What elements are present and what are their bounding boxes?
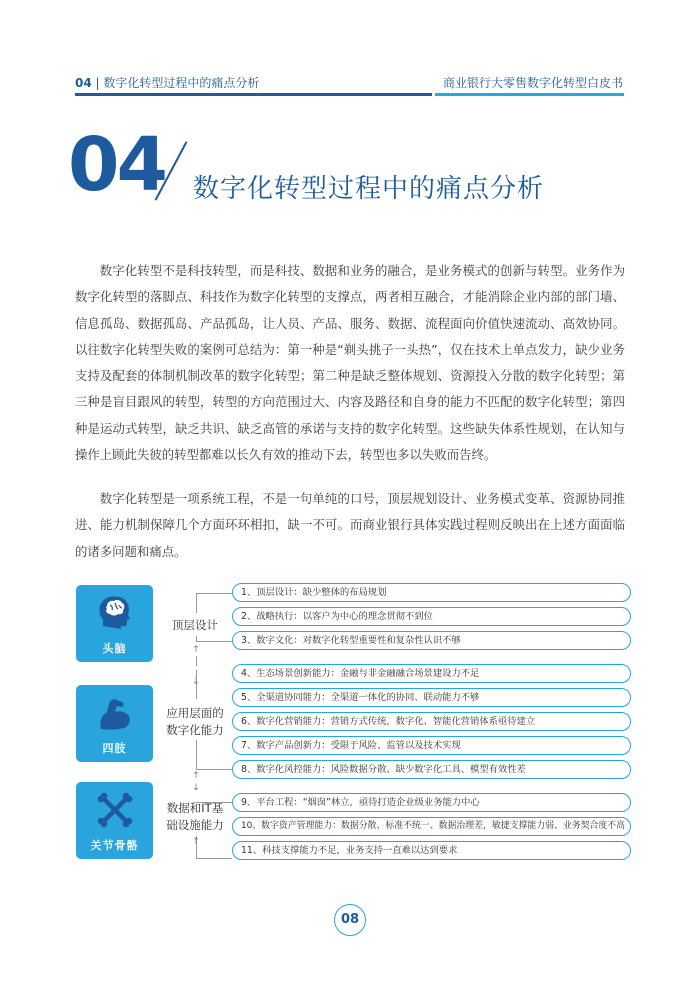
arrow-up-icon: ↑ [192,837,200,847]
category-box-head [76,585,153,662]
group-label-application-line2: 数字化能力 [166,723,224,737]
group-label-top-design: 顶层设计 [172,618,218,632]
group-label-infrastructure-line1: 数据和IT基 [166,801,224,815]
flexed-arm-icon [95,693,135,733]
header-rule-left [75,93,432,96]
paragraph-2: 数字化转型是一项系统工程，不是一句单纯的口号，顶层规划设计、业务模式变革、资源协同推进、能力机制保障几个方面环环相扣，缺一不可。而商业银行具体实践过程则反映出在上述方面面临的诸多问题和痛点。 [75,491,625,559]
paragraph-1: 数字化转型不是科技转型，而是科技、数据和业务的融合，是业务模式的创新与转型。业务作为数字化转型的落脚点、科技作为数字化转型的支撑点，两者相互融合，才能消除企业内部的部门墙、信息孤岛、数据孤岛、产品孤岛，让人员、产品、服务、数据、流程面向价值快速流动、高效协同。以往数字化转型失败的案例可总结为：第一种是“剃头挑子一头热”，仅在技术上单点发力，缺少业务支持及配套的体制机制改革的数字化转型；第二种是缺乏整体规划、资源投入分散的数字化转型；第三种是盲目跟风的转型，转型的方向范围过大、内容及路径和自身的能力不匹配的数字化转型；第四种是运动式转型，缺乏共识、缺乏高管的承诺与支持的数字化转型。这些缺失体系性规划，在认知与操作上顾此失彼的转型都难以长久有效的推动下去，转型也多以失败而告终。 [75,263,625,463]
chapter-title: 数字化转型过程中的痛点分析 [193,174,545,204]
header-section-title: 数字化转型过程中的痛点分析 [103,76,260,90]
pain-point-item-4: 4、生态场景创新能力：金融与非金融融合场景建设力不足 [232,664,631,683]
header-section-number: 04 [75,76,92,90]
brain-head-icon [95,593,135,633]
connector-line [196,670,197,699]
connector-line [196,740,197,769]
connector-line [196,769,232,770]
page-number: 08 [334,904,366,936]
category-box-bones [76,782,153,859]
arrow-up-icon: ↑ [192,645,200,655]
arrow-down-icon: ↓ [192,783,200,793]
category-label-limbs: 四肢 [102,742,127,755]
header-document-title: 商业银行大零售数字化转型白皮书 [442,76,623,90]
connector-line [196,593,197,613]
pain-point-item-5: 5、全渠道协同能力：全渠道一体化的协同、联动能力不够 [232,688,631,707]
header-rule-right [435,93,624,96]
arrow-up-icon: ↑ [192,771,200,781]
pain-point-item-9: 9、平台工程：“烟囱”林立，亟待打造企业级业务能力中心 [232,793,631,812]
pain-point-item-1: 1、顶层设计：缺少整体的布局规划 [232,583,631,602]
group-label-infrastructure [160,800,230,834]
pain-point-item-7: 7、数字产品创新力：受限于风险、监管以及技术实现 [232,736,631,755]
connector-line [196,641,232,642]
category-box-limbs [76,685,153,762]
pain-point-item-10: 10、数字资产管理能力：数据分散、标准不统一、数据治理差，敏捷支撑能力弱、业务契合度不高 [232,817,631,836]
chapter-number: 04 [68,122,165,208]
connector-line [196,858,232,859]
arrow-down-icon: ↓ [192,677,200,687]
group-label-infrastructure-line2: 础设施能力 [166,818,224,832]
category-label-bones: 关节骨骼 [90,839,139,852]
pain-point-item-6: 6、数字化营销能力：营销方式传统，数字化、智能化营销体系亟待建立 [232,712,631,731]
pain-point-item-3: 3、数字文化：对数字化转型重要性和复杂性认识不够 [232,631,631,650]
category-label-head: 头脑 [102,642,127,655]
connector-line [196,593,232,594]
connector-line [196,802,232,803]
header-section-label [75,74,259,91]
group-label-application [160,705,230,739]
pain-point-item-8: 8、数字化风控能力：风险数据分散、缺少数字化工具、模型有效性差 [232,760,631,779]
crossed-bones-icon [95,790,135,830]
pain-point-item-11: 11、科技支撑能力不足，业务支持一直难以达到要求 [232,841,631,860]
group-label-application-line1: 应用层面的 [166,706,224,720]
header-divider: | [91,76,104,90]
connector-line [196,656,197,666]
pain-point-item-2: 2、战略执行：以客户为中心的理念贯彻不到位 [232,607,631,626]
